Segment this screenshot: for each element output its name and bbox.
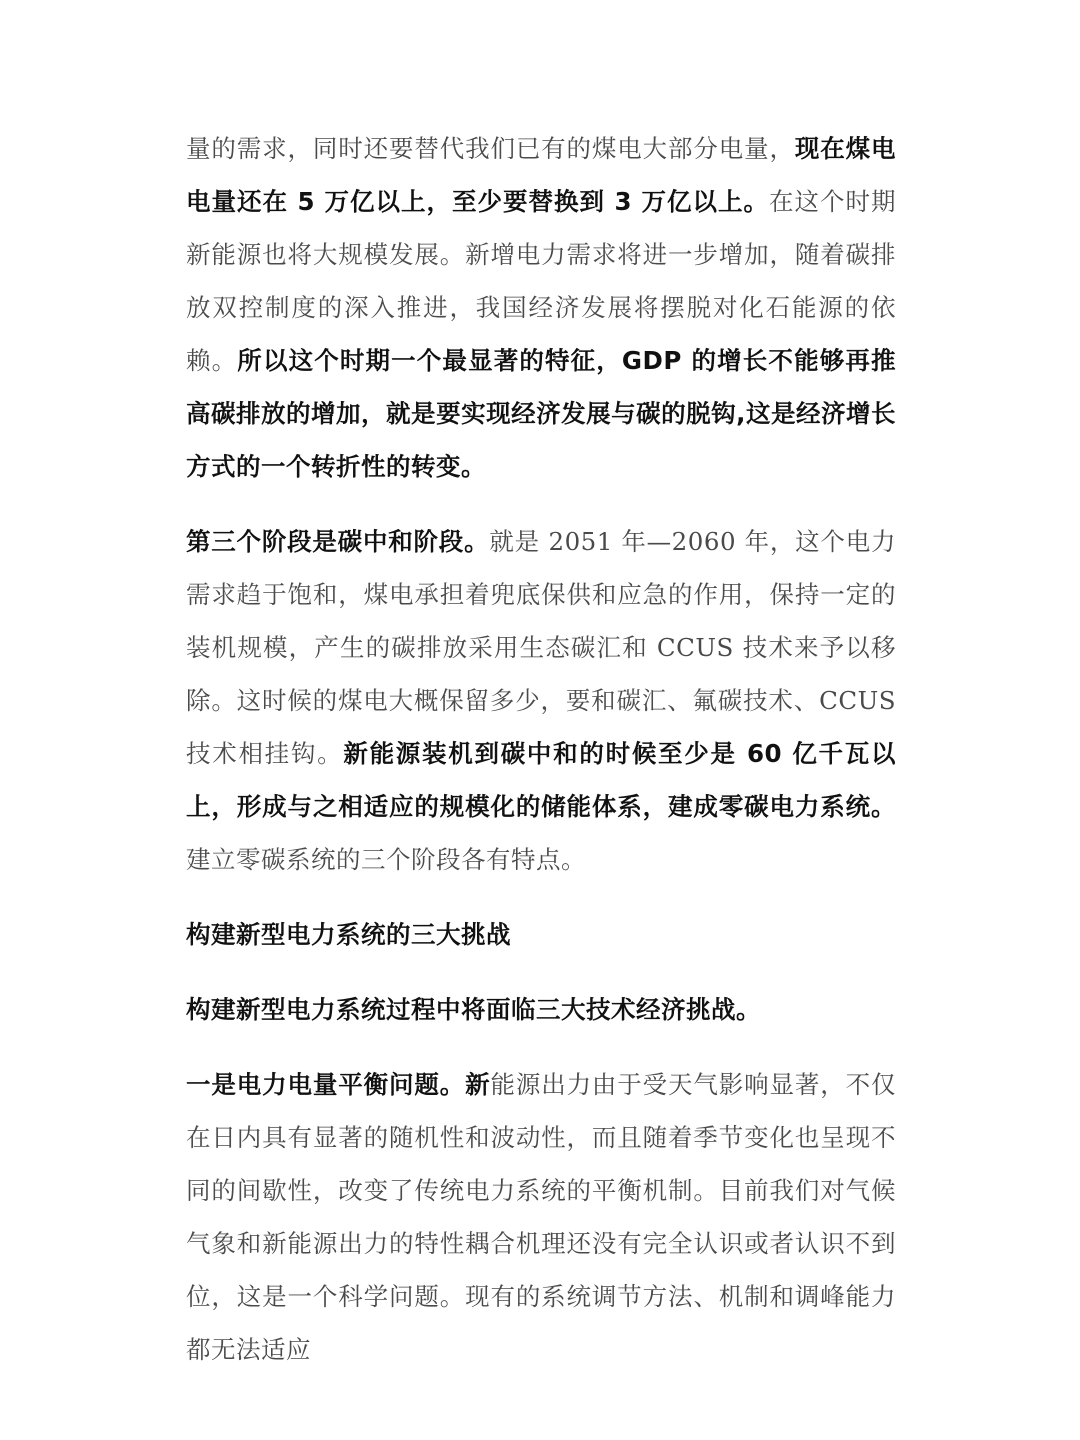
bold-text: 一是电力电量平衡问题。新 — [186, 1070, 491, 1099]
document-page — [186, 122, 896, 1376]
paragraph-coal-power-transition — [186, 122, 896, 493]
paragraph-three-challenges: 构建新型电力系统过程中将面临三大技术经济挑战。 — [186, 995, 761, 1024]
paragraph-text: 能源出力由于受天气影响显著，不仅在日内具有显著的随机性和波动性，而且随着季节变化也呈现不同的间歇性，改变了传统电力系统的平衡机制。目前我们对气候气象和新能源出力的特性耦合机理还没有完全认识或者认识不到位，这是一个科学问题。现有的系统调节方法、机制和调峰能力都无法适应 — [186, 1070, 897, 1364]
paragraph-text: 量的需求，同时还要替代我们已有的煤电大部分电量， — [186, 134, 795, 163]
paragraph-carbon-neutral-stage — [186, 515, 896, 886]
paragraph-balance-problem — [186, 1058, 896, 1376]
paragraph-text: 建立零碳系统的三个阶段各有特点。 — [186, 845, 586, 874]
bold-text: 现在煤电电量还在 5 万亿以上，至少要替换到 3 万亿以上。 — [186, 134, 897, 216]
bold-text: 新能源装机到碳中和的时候至少是 60 亿千瓦以上，形成与之相适应的规模化的储能体系，建成零碳电力系统。 — [186, 739, 897, 821]
paragraph-text: 就是 2051 年—2060 年，这个电力需求趋于饱和，煤电承担着兜底保供和应急的作用，保持一定的装机规模，产生的碳排放采用生态碳汇和 CCUS 技术来予以移除。这时候的煤电大概保留多少，要和碳汇、氟碳技术、CCUS 技术相挂钩。 — [186, 527, 896, 768]
paragraph-text: 在这个时期新能源也将大规模发展。新增电力需求将进一步增加，随着碳排放双控制度的深入推进，我国经济发展将摆脱对化石能源的依赖。 — [186, 187, 896, 375]
section-heading: 构建新型电力系统的三大挑战 — [186, 920, 511, 949]
bold-text: 所以这个时期一个最显著的特征，GDP 的增长不能够再推高碳排放的增加，就是要实现经济发展与碳的脱钩,这是经济增长方式的一个转折性的转变。 — [186, 346, 897, 481]
bold-text: 第三个阶段是碳中和阶段。 — [186, 527, 490, 556]
